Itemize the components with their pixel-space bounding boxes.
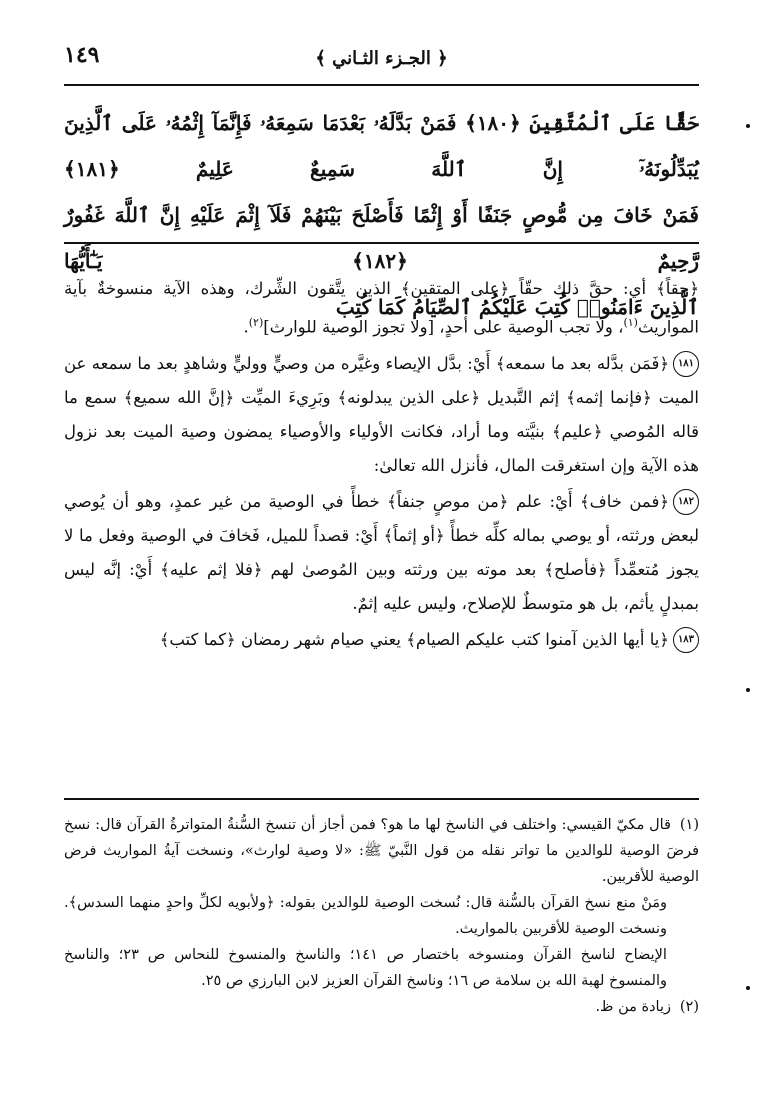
verse-line: ٱلَّذِينَ ءَامَنُوا۟ كُتِبَ عَلَيْكُمُ ٱلصِّيَامُ كَمَا كُتِبَ (335, 295, 699, 319)
ayah-number-badge: ١٨٢ (673, 489, 699, 515)
header-rule (64, 84, 699, 86)
ayah-number-badge: ١٨١ (673, 351, 699, 377)
footnote-ref: (٢) (248, 316, 264, 329)
footnote-paragraph: الإيضاح لناسخ القرآن ومنسوخه باختصار ص ١٤١؛ والناسخ والمنسوخ للنحاس ص ٢٣؛ والناسخ والمنسوخ لهبة الله بن سلامة ص ١٦؛ وناسخ القرآن العزيز لابن البارزي ص ٢٥. (64, 947, 667, 989)
commentary-paragraph (64, 623, 699, 657)
footnote-ref: (١) (623, 316, 638, 329)
footnote-text: قال مكيّ القيسي: واختلف في الناسخ لها ما هو؟ فمن أجاز أن تنسخ السُّنةُ المتواترةُ القرآن قال: نسخ فرضَ الوصية للوالدين ما تواتر نقله من قول النَّبيّ ﷺ: «لا وصية لوارث»، ونسخت آيةُ المواريث فرض الوصية للأقربين. (64, 817, 699, 885)
commentary-text: ، ولا تجب الوصية على أحدٍ، [ولا تجوز الوصية للوارث] (263, 317, 624, 337)
commentary-paragraph (64, 347, 699, 483)
footnotes (64, 812, 699, 1020)
running-title: ﴿ الجـزء الثـاني ﴾ (315, 47, 448, 69)
footnote-1 (64, 812, 699, 890)
footnote-number: (١) (679, 817, 699, 833)
page-header (64, 40, 699, 76)
commentary-text: ﴿يا أيها الذين آمنوا كتب عليكم الصيام﴾ يعني صيام شهر رمضان ﴿كما كتب﴾ (159, 629, 669, 649)
margin-mark (746, 124, 750, 128)
verse-line: فَمَنْ خَافَ مِن مُّوصٍ جَنَفًا أَوْ إِثْمًا فَأَصْلَحَ بَيْنَهُمْ فَلَآ إِثْمَ عَلَيْهِ إِنَّ ٱللَّهَ غَفُورٌ رَّحِيمٌ ﴿١٨٢﴾ يَـٰٓأَيُّهَا (64, 203, 699, 273)
commentary-text: ﴿فمن خاف﴾ أَيْ: علم ﴿من موصٍ جنفاً﴾ خطأً في الوصية من غير عمدٍ، وهو أن يُوصي لبعض ورثته، أو يوصي بماله كلِّه خطأً ﴿أو إثماً﴾ أَيْ: قصداً للميل، فَخافَ في الوصية وفعل ما لا يجوز مُتعمِّداً ﴿فأصلح﴾ بعد موته بين ورثته وبين المُوصىٰ لهم ﴿فلا إثم عليه﴾ أَيْ: إنَّه ليس بمبدلٍ يأثم، بل هو متوسطٌ للإصلاح، وليس عليه إثمٌ. (64, 491, 699, 613)
ayah-number-badge: ١٨٣ (673, 627, 699, 653)
footnote-rule (64, 798, 699, 800)
footnote-2 (64, 994, 699, 1020)
footnote-number: (٢) (679, 999, 699, 1015)
commentary-paragraph: ﴿حقاً﴾ أي: حقَّ ذلك حقّاً ﴿على المتقين﴾ الذين يتَّقون الشِّرك، وهذه الآية منسوخةٌ بآية المواريث$^{(١)}$، ولا تجب الوصية على أحدٍ، [ولا تجوز الوصية للوارث]$^{(٢)}$. (64, 279, 699, 337)
footnote-paragraph: ومَنْ منع نسخ القرآن بالسُّنة قال: نُسخت الوصية للوالدين بقوله: ﴿ولأبويه لكلِّ واحدٍ منهما السدس﴾. ونسخت الوصية للأقربين بالمواريث. (64, 895, 667, 937)
page-number: ١٤٩ (64, 42, 100, 68)
commentary-text: ﴿حقاً﴾ أي: حقَّ ذلك حقّاً ﴿على المتقين﴾ الذين يتَّقون الشِّرك، وهذه الآية منسوخةٌ بآية المواريث (64, 279, 699, 337)
commentary-text: ﴿فَمَن بدَّله بعد ما سمعه﴾ أَيْ: بدَّل الإيصاء وغيَّره من وصيٍّ ووليٍّ وشاهدٍ بعد ما سمعه عن الميت ﴿فإنما إثمه﴾ إثم التَّبديل ﴿على الذين يبدلونه﴾ وبَرِيءَ الميِّت ﴿إنَّ الله سميع﴾ سمع ما قاله المُوصي ﴿عليم﴾ بنيَّته وما أراد، فكانت الأولياء والأوصياء يمضون وصية الميت بعد نزول هذه الآية وإن استغرقت المال، فأنزل الله تعالىٰ: (64, 353, 699, 475)
footnote-text: زيادة من ظ. (595, 999, 671, 1015)
margin-mark (746, 986, 750, 990)
commentary (64, 272, 699, 657)
commentary-paragraph (64, 485, 699, 621)
verses-rule (64, 242, 699, 244)
margin-mark (746, 688, 750, 692)
verse-line: حَقًّا عَلَى ٱلْمُتَّقِينَ ﴿١٨٠﴾ فَمَنْ بَدَّلَهُۥ بَعْدَمَا سَمِعَهُۥ فَإِنَّمَآ إِثْمُهُۥ عَلَى ٱلَّذِينَ يُبَدِّلُونَهُۥٓ إِنَّ ٱللَّهَ سَمِيعٌ عَلِيمٌ ﴿١٨١﴾ (64, 111, 699, 181)
